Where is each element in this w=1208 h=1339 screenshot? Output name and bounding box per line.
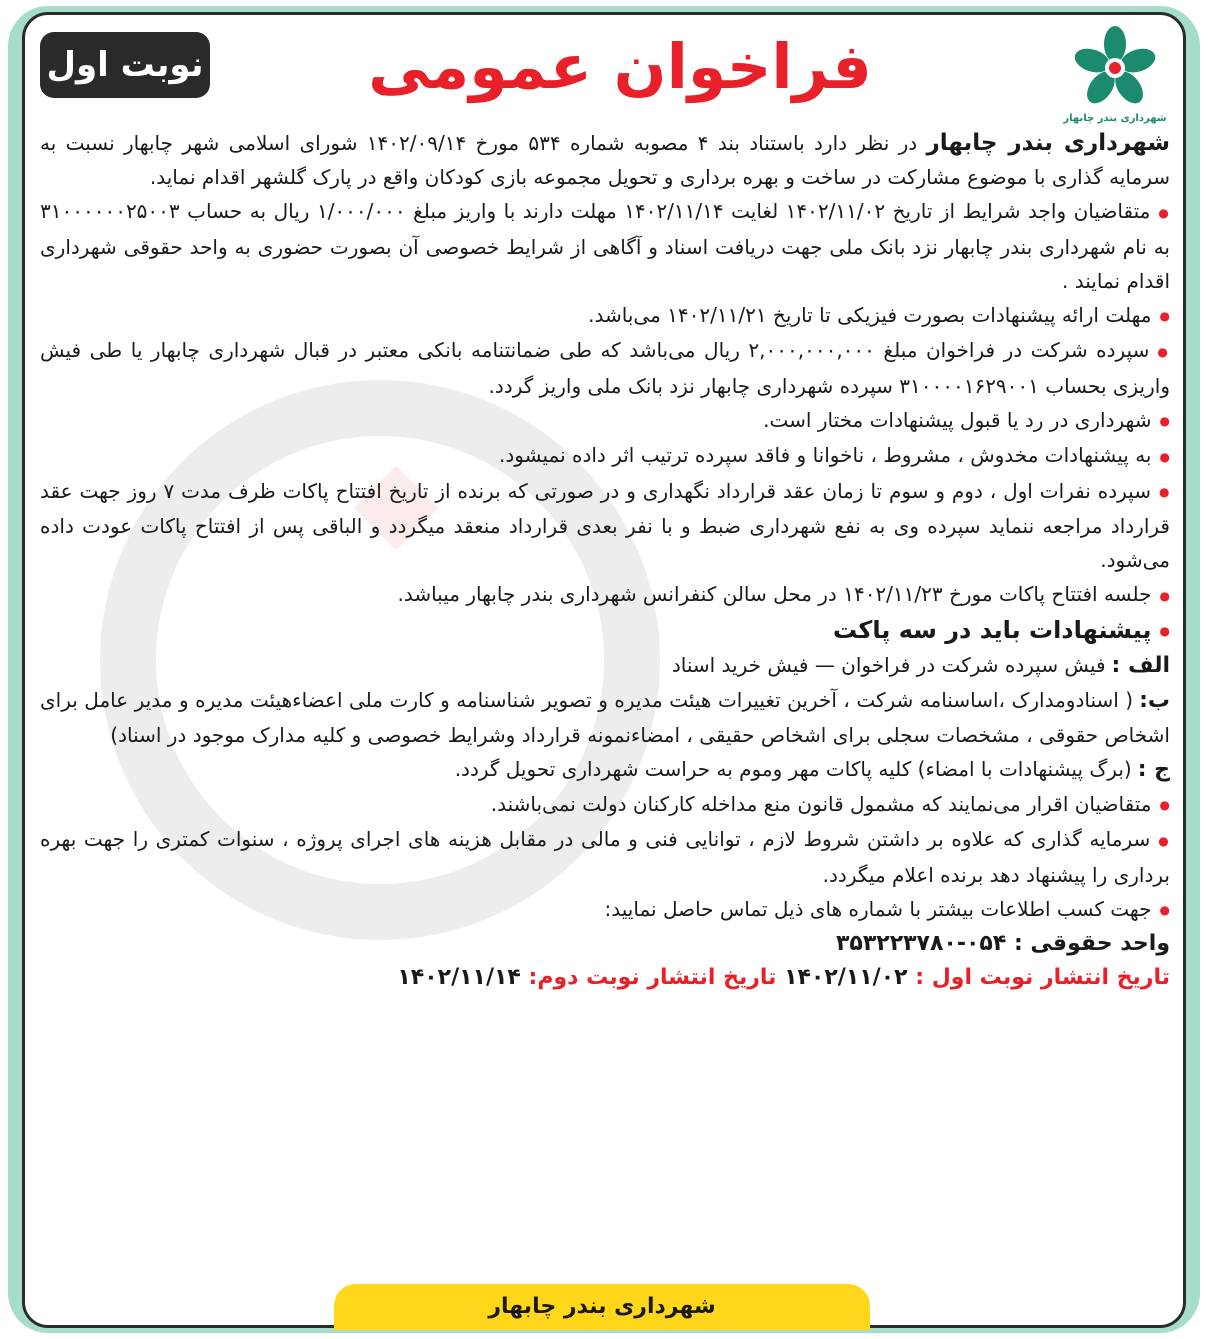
first-date-label: تاریخ انتشار نوبت اول :	[915, 965, 1170, 990]
first-date-value: ۱۴۰۲/۱۱/۰۲	[784, 965, 908, 990]
bullet-item: ● سپرده شرکت در فراخوان مبلغ ۲,۰۰۰,۰۰۰,۰۰۰ ریال می‌باشد که طی ضمانتنامه بانکی معتبر در قبال شهرداری چابهار یا طی فیش واریزی بحساب ۳۱۰۰۰۰۱۶۲۹۰۰۱ سپرده شهرداری چابهار نزد بانک ملی واریز گردد.	[40, 333, 1170, 403]
municipality-logo	[1060, 24, 1170, 124]
packet-jim-text: (برگ پیشنهادات با امضاء) کلیه پاکات مهر وموم به حراست شهرداری تحویل گردد.	[454, 756, 1132, 781]
bullet-item: ● متقاضیان واجد شرایط از تاریخ ۱۴۰۲/۱۱/۰۲ لغایت ۱۴۰۲/۱۱/۱۴ مهلت دارند با واریز مبلغ ۱/۰۰۰/۰۰۰ ریال به حساب ۳۱۰۰۰۰۰۰۲۵۰۰۳ به نام شهرداری بندر چابهار نزد بانک ملی جهت دریافت اسناد و آگاهی از شرایط خصوصی آن بصورت حضوری به واحد حقوقی شهرداری اقدام نمایند .	[40, 194, 1170, 298]
packet-be-label: ب:	[1139, 687, 1170, 713]
packet-alef-label: الف :	[1111, 652, 1170, 678]
packet-jim-label: ج :	[1137, 756, 1170, 782]
contact-label: واحد حقوقی :	[1013, 931, 1170, 956]
bullet-item: ● جلسه افتتاح پاکات مورخ ۱۴۰۲/۱۱/۲۳ در محل سالن کنفرانس شهرداری بندر چابهار میباشد.	[40, 577, 1170, 613]
publication-dates	[40, 961, 1170, 995]
edition-badge: نوبت اول	[40, 32, 210, 98]
bullet-item: ● مهلت ارائه پیشنهادات بصورت فیزیکی تا تاریخ ۱۴۰۲/۱۱/۲۱ می‌باشد.	[40, 298, 1170, 334]
footer-banner: شهرداری بندر چابهار	[334, 1284, 870, 1330]
packet-alef	[40, 648, 1170, 683]
packet-be-text: ( اسنادومدارک ،اساسنامه شرکت ، آخرین تغییرات هیئت مدیره و تصویر شناسنامه و کارت ملی اعضاءهیئت مدیره و مدیر عامل برای اشخاص حقوقی ، مشخصات سجلی برای اشخاص حقیقی ، امضاءنمونه قرارداد وشرایط خصوصی و کلیه مدارک موجود در اسناد)	[40, 687, 1170, 747]
bullet-item: ● جهت کسب اطلاعات بیشتر با شماره های ذیل تماس حاصل نمایید:	[40, 892, 1170, 928]
second-date-value: ۱۴۰۲/۱۱/۱۴	[397, 965, 521, 990]
intro-text: در نظر دارد باستناد بند ۴ مصوبه شماره ۵۳۴ مورخ ۱۴۰۲/۰۹/۱۴ شورای اسلامی شهر چابهار نسبت به سرمایه گذاری با موضوع مشارکت در ساخت و بهره برداری و تحویل مجموعه بازی کودکان واقع در پارک گلشهر اقدام نماید.	[40, 131, 1170, 189]
packet-alef-text: فیش سپرده شرکت در فراخوان — فیش خرید اسناد	[671, 652, 1106, 677]
logo-caption: شهرداری بندر چابهار	[1063, 113, 1167, 124]
bullet-item: ● سپرده نفرات اول ، دوم و سوم تا زمان عقد قرارداد نگهداری و در صورتی که برنده از تاریخ افتتاح پاکات ظرف مدت ۷ روز جهت عقد قرارداد مراجعه ننماید سپرده وی به نفع شهرداری ضبط و با نفر بعدی قرارداد منعقد میگردد و الباقی پس از افتتاح پاکات عودت داده می‌شود.	[40, 474, 1170, 578]
intro-lead: شهرداری بندر چابهار	[926, 130, 1170, 156]
bullet-item: ● شهرداری در رد یا قبول پیشنهادات مختار است.	[40, 403, 1170, 439]
intro-paragraph	[40, 126, 1170, 194]
header	[40, 22, 1170, 122]
bullet-item: ● به پیشنهادات مخدوش ، مشروط ، ناخوانا و فاقد سپرده ترتیب اثر داده نمیشود.	[40, 438, 1170, 474]
bullet-item: ● سرمایه گذاری که علاوه بر داشتن شروط لازم ، توانایی فنی و مالی در مقابل هزینه های اجرای پروژه ، سنوات کمتری را جهت بهره برداری را پیشنهاد دهد برنده اعلام میگردد.	[40, 822, 1170, 892]
packets-heading: ● پیشنهادات باید در سه پاکت	[40, 613, 1170, 648]
packet-be	[40, 683, 1170, 752]
contact-phone: ۰۵۴-۳۵۳۲۲۳۷۸۰	[835, 931, 1007, 956]
bullet-item: ● متقاضیان اقرار می‌نمایند که مشمول قانون منع مداخله کارکنان دولت نمی‌باشند.	[40, 787, 1170, 823]
packet-jim	[40, 752, 1170, 787]
second-date-label: تاریخ انتشار نوبت دوم:	[528, 965, 777, 990]
flower-logo-icon	[1060, 24, 1170, 110]
contact-line	[40, 927, 1170, 961]
page-title: فراخوان عمومی	[368, 30, 872, 103]
announcement-body	[40, 126, 1170, 995]
